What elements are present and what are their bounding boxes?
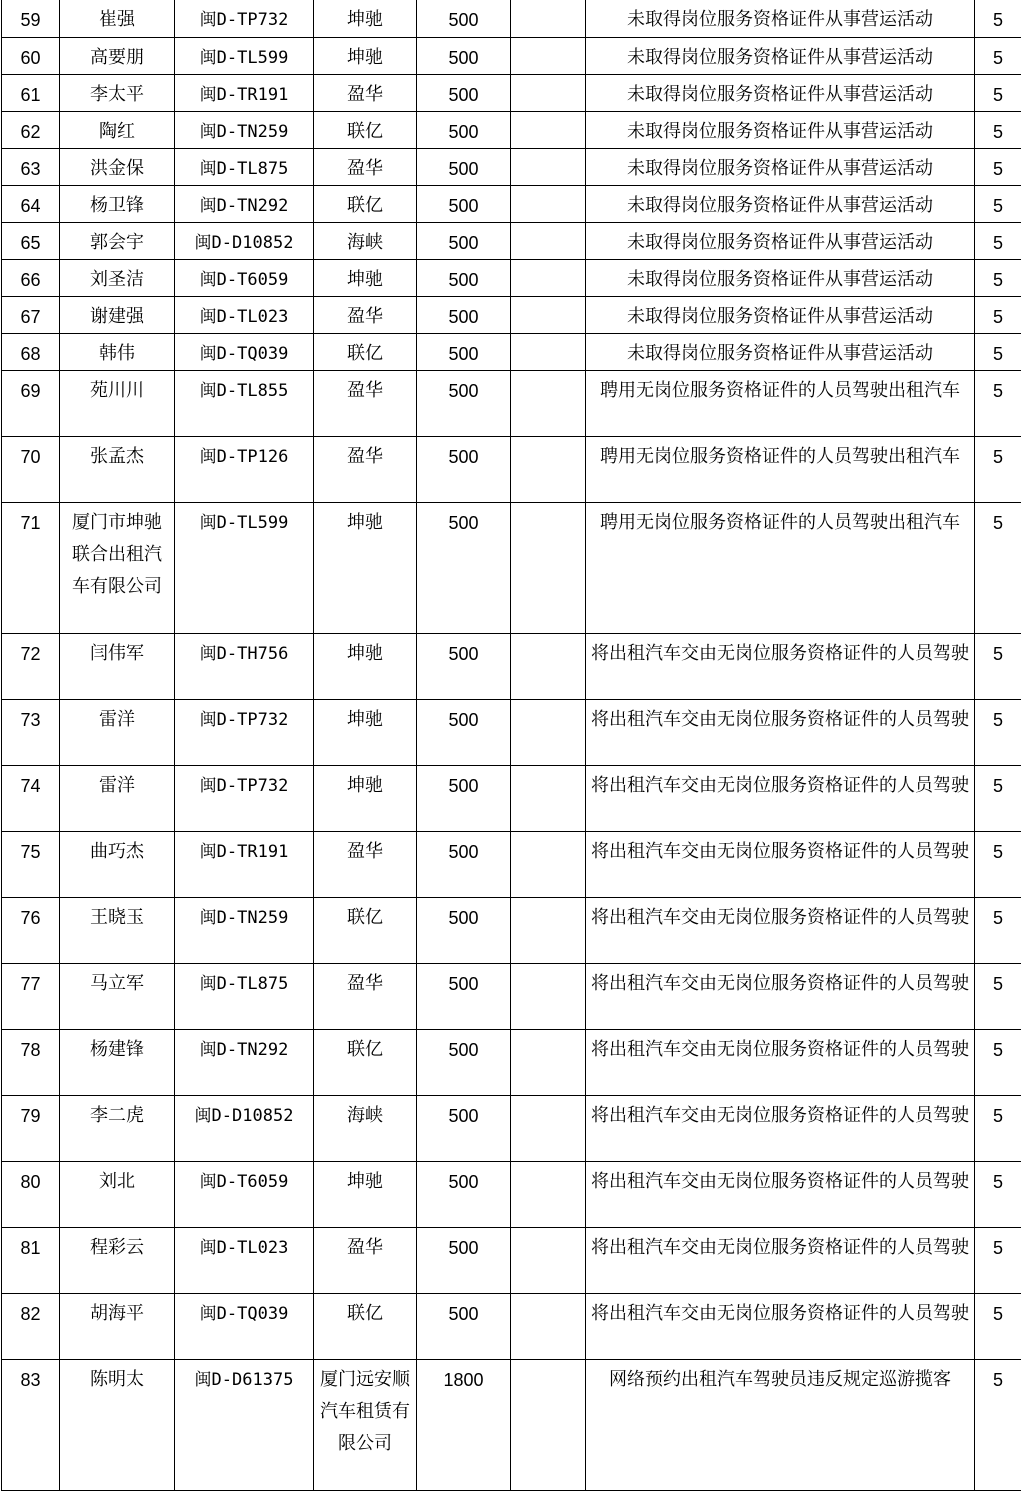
- table-row: [2, 633, 1021, 699]
- taxi-company: 联亿: [314, 185, 417, 222]
- violation-reason: 未取得岗位服务资格证件从事营运活动: [586, 185, 975, 222]
- taxi-company: 盈华: [314, 831, 417, 897]
- penalty-points: 5: [975, 37, 1021, 74]
- row-number: 68: [2, 333, 60, 370]
- penalty-points: 5: [975, 222, 1021, 259]
- plate-number: 闽D-TL855: [175, 370, 314, 436]
- taxi-company: 坤驰: [314, 633, 417, 699]
- violation-reason: 未取得岗位服务资格证件从事营运活动: [586, 333, 975, 370]
- table-row: [2, 1293, 1021, 1359]
- party-name: 王晓玉: [60, 897, 175, 963]
- plate-number: 闽D-D61375: [175, 1359, 314, 1490]
- violation-reason: 将出租汽车交由无岗位服务资格证件的人员驾驶: [586, 1227, 975, 1293]
- fine-amount: 500: [417, 333, 511, 370]
- blank-cell: [511, 259, 586, 296]
- penalty-points: 5: [975, 897, 1021, 963]
- plate-number: 闽D-D10852: [175, 1095, 314, 1161]
- fine-amount: 500: [417, 1029, 511, 1095]
- blank-cell: [511, 963, 586, 1029]
- party-name: 苑川川: [60, 370, 175, 436]
- fine-amount: 500: [417, 963, 511, 1029]
- plate-number: 闽D-TP732: [175, 0, 314, 37]
- fine-amount: 1800: [417, 1359, 511, 1490]
- plate-number: 闽D-T6059: [175, 1161, 314, 1227]
- fine-amount: 500: [417, 1293, 511, 1359]
- table-row: [2, 502, 1021, 633]
- party-name: 崔强: [60, 0, 175, 37]
- row-number: 64: [2, 185, 60, 222]
- row-number: 72: [2, 633, 60, 699]
- plate-number: 闽D-TR191: [175, 74, 314, 111]
- fine-amount: 500: [417, 633, 511, 699]
- row-number: 83: [2, 1359, 60, 1490]
- penalty-points: 5: [975, 699, 1021, 765]
- party-name: 胡海平: [60, 1293, 175, 1359]
- violation-reason: 将出租汽车交由无岗位服务资格证件的人员驾驶: [586, 1161, 975, 1227]
- row-number: 78: [2, 1029, 60, 1095]
- party-name: 谢建强: [60, 296, 175, 333]
- violation-reason: 将出租汽车交由无岗位服务资格证件的人员驾驶: [586, 897, 975, 963]
- party-name: 雷洋: [60, 699, 175, 765]
- table-row: [2, 1161, 1021, 1227]
- violation-reason: 聘用无岗位服务资格证件的人员驾驶出租汽车: [586, 502, 975, 633]
- violation-reason: 将出租汽车交由无岗位服务资格证件的人员驾驶: [586, 1293, 975, 1359]
- fine-amount: 500: [417, 370, 511, 436]
- party-name: 闫伟军: [60, 633, 175, 699]
- taxi-company: 联亿: [314, 333, 417, 370]
- penalty-points: 5: [975, 296, 1021, 333]
- party-name: 曲巧杰: [60, 831, 175, 897]
- taxi-company: 联亿: [314, 1293, 417, 1359]
- taxi-company: 联亿: [314, 111, 417, 148]
- violation-reason: 将出租汽车交由无岗位服务资格证件的人员驾驶: [586, 831, 975, 897]
- plate-number: 闽D-TL023: [175, 296, 314, 333]
- penalty-points: 5: [975, 1293, 1021, 1359]
- penalty-points: 5: [975, 185, 1021, 222]
- plate-number: 闽D-D10852: [175, 222, 314, 259]
- blank-cell: [511, 1029, 586, 1095]
- table-row: [2, 370, 1021, 436]
- penalty-points: 5: [975, 765, 1021, 831]
- row-number: 63: [2, 148, 60, 185]
- penalty-points: 5: [975, 831, 1021, 897]
- blank-cell: [511, 222, 586, 259]
- row-number: 67: [2, 296, 60, 333]
- plate-number: 闽D-TH756: [175, 633, 314, 699]
- blank-cell: [511, 185, 586, 222]
- blank-cell: [511, 1095, 586, 1161]
- row-number: 71: [2, 502, 60, 633]
- penalty-points: 5: [975, 148, 1021, 185]
- table-row: [2, 74, 1021, 111]
- blank-cell: [511, 831, 586, 897]
- blank-cell: [511, 296, 586, 333]
- penalty-points: 5: [975, 259, 1021, 296]
- penalty-points: 5: [975, 0, 1021, 37]
- taxi-company: 坤驰: [314, 502, 417, 633]
- taxi-company: 坤驰: [314, 259, 417, 296]
- party-name: 雷洋: [60, 765, 175, 831]
- penalty-points: 5: [975, 963, 1021, 1029]
- table-row: [2, 1029, 1021, 1095]
- party-name: 洪金保: [60, 148, 175, 185]
- plate-number: 闽D-TP732: [175, 699, 314, 765]
- table-body: [2, 0, 1021, 1490]
- party-name: 程彩云: [60, 1227, 175, 1293]
- party-name: 杨建锋: [60, 1029, 175, 1095]
- taxi-company: 坤驰: [314, 699, 417, 765]
- plate-number: 闽D-TL599: [175, 502, 314, 633]
- penalty-points: 5: [975, 436, 1021, 502]
- violation-reason: 未取得岗位服务资格证件从事营运活动: [586, 111, 975, 148]
- fine-amount: 500: [417, 897, 511, 963]
- blank-cell: [511, 1227, 586, 1293]
- fine-amount: 500: [417, 831, 511, 897]
- penalty-points: 5: [975, 111, 1021, 148]
- fine-amount: 500: [417, 74, 511, 111]
- row-number: 70: [2, 436, 60, 502]
- fine-amount: 500: [417, 1095, 511, 1161]
- fine-amount: 500: [417, 1161, 511, 1227]
- violation-reason: 将出租汽车交由无岗位服务资格证件的人员驾驶: [586, 699, 975, 765]
- taxi-company: 海峡: [314, 222, 417, 259]
- plate-number: 闽D-TN259: [175, 111, 314, 148]
- row-number: 80: [2, 1161, 60, 1227]
- blank-cell: [511, 1359, 586, 1490]
- row-number: 69: [2, 370, 60, 436]
- party-name: 韩伟: [60, 333, 175, 370]
- fine-amount: 500: [417, 37, 511, 74]
- table-row: [2, 699, 1021, 765]
- penalty-points: 5: [975, 1095, 1021, 1161]
- taxi-company: 联亿: [314, 1029, 417, 1095]
- fine-amount: 500: [417, 699, 511, 765]
- taxi-company: 厦门远安顺汽车租赁有限公司: [314, 1359, 417, 1490]
- table-row: [2, 185, 1021, 222]
- row-number: 76: [2, 897, 60, 963]
- table-row: [2, 765, 1021, 831]
- party-name: 马立军: [60, 963, 175, 1029]
- taxi-company: 盈华: [314, 436, 417, 502]
- taxi-company: 坤驰: [314, 37, 417, 74]
- taxi-company: 盈华: [314, 74, 417, 111]
- taxi-company: 盈华: [314, 370, 417, 436]
- violation-reason: 网络预约出租汽车驾驶员违反规定巡游揽客: [586, 1359, 975, 1490]
- taxi-company: 盈华: [314, 963, 417, 1029]
- violation-reason: 未取得岗位服务资格证件从事营运活动: [586, 74, 975, 111]
- violation-reason: 将出租汽车交由无岗位服务资格证件的人员驾驶: [586, 963, 975, 1029]
- violation-reason: 将出租汽车交由无岗位服务资格证件的人员驾驶: [586, 1095, 975, 1161]
- violation-reason: 未取得岗位服务资格证件从事营运活动: [586, 222, 975, 259]
- penalty-points: 5: [975, 74, 1021, 111]
- blank-cell: [511, 148, 586, 185]
- plate-number: 闽D-TL599: [175, 37, 314, 74]
- party-name: 郭会宇: [60, 222, 175, 259]
- penalty-points: 5: [975, 633, 1021, 699]
- fine-amount: 500: [417, 1227, 511, 1293]
- table-row: [2, 222, 1021, 259]
- violation-reason: 聘用无岗位服务资格证件的人员驾驶出租汽车: [586, 436, 975, 502]
- row-number: 74: [2, 765, 60, 831]
- table-row: [2, 1095, 1021, 1161]
- taxi-company: 坤驰: [314, 765, 417, 831]
- blank-cell: [511, 37, 586, 74]
- plate-number: 闽D-TQ039: [175, 1293, 314, 1359]
- penalty-points: 5: [975, 333, 1021, 370]
- row-number: 59: [2, 0, 60, 37]
- taxi-company: 坤驰: [314, 0, 417, 37]
- table-row: [2, 333, 1021, 370]
- fine-amount: 500: [417, 436, 511, 502]
- fine-amount: 500: [417, 148, 511, 185]
- violation-reason: 未取得岗位服务资格证件从事营运活动: [586, 37, 975, 74]
- plate-number: 闽D-TR191: [175, 831, 314, 897]
- blank-cell: [511, 633, 586, 699]
- party-name: 杨卫锋: [60, 185, 175, 222]
- blank-cell: [511, 1161, 586, 1227]
- fine-amount: 500: [417, 0, 511, 37]
- violation-reason: 未取得岗位服务资格证件从事营运活动: [586, 259, 975, 296]
- row-number: 61: [2, 74, 60, 111]
- fine-amount: 500: [417, 111, 511, 148]
- penalty-points: 5: [975, 1227, 1021, 1293]
- party-name: 高要朋: [60, 37, 175, 74]
- party-name: 厦门市坤驰联合出租汽车有限公司: [60, 502, 175, 633]
- penalty-points: 5: [975, 502, 1021, 633]
- taxi-company: 盈华: [314, 296, 417, 333]
- violation-reason: 将出租汽车交由无岗位服务资格证件的人员驾驶: [586, 765, 975, 831]
- plate-number: 闽D-TN292: [175, 1029, 314, 1095]
- taxi-company: 海峡: [314, 1095, 417, 1161]
- blank-cell: [511, 74, 586, 111]
- fine-amount: 500: [417, 296, 511, 333]
- blank-cell: [511, 1293, 586, 1359]
- table-row: [2, 37, 1021, 74]
- plate-number: 闽D-TQ039: [175, 333, 314, 370]
- party-name: 刘圣洁: [60, 259, 175, 296]
- plate-number: 闽D-TN259: [175, 897, 314, 963]
- fine-amount: 500: [417, 185, 511, 222]
- blank-cell: [511, 111, 586, 148]
- blank-cell: [511, 699, 586, 765]
- blank-cell: [511, 502, 586, 633]
- row-number: 82: [2, 1293, 60, 1359]
- row-number: 77: [2, 963, 60, 1029]
- plate-number: 闽D-TL023: [175, 1227, 314, 1293]
- fine-amount: 500: [417, 222, 511, 259]
- table-row: [2, 1227, 1021, 1293]
- plate-number: 闽D-TP732: [175, 765, 314, 831]
- violation-reason: 未取得岗位服务资格证件从事营运活动: [586, 0, 975, 37]
- table-row: [2, 0, 1021, 37]
- violation-reason: 聘用无岗位服务资格证件的人员驾驶出租汽车: [586, 370, 975, 436]
- violation-reason: 未取得岗位服务资格证件从事营运活动: [586, 148, 975, 185]
- party-name: 陶红: [60, 111, 175, 148]
- party-name: 刘北: [60, 1161, 175, 1227]
- table-row: [2, 963, 1021, 1029]
- taxi-company: 坤驰: [314, 1161, 417, 1227]
- row-number: 65: [2, 222, 60, 259]
- table-row: [2, 831, 1021, 897]
- party-name: 李太平: [60, 74, 175, 111]
- party-name: 李二虎: [60, 1095, 175, 1161]
- plate-number: 闽D-TL875: [175, 963, 314, 1029]
- table-row: [2, 436, 1021, 502]
- penalty-points: 5: [975, 1359, 1021, 1490]
- violation-reason: 将出租汽车交由无岗位服务资格证件的人员驾驶: [586, 1029, 975, 1095]
- row-number: 75: [2, 831, 60, 897]
- fine-amount: 500: [417, 502, 511, 633]
- blank-cell: [511, 370, 586, 436]
- row-number: 79: [2, 1095, 60, 1161]
- row-number: 81: [2, 1227, 60, 1293]
- table-row: [2, 148, 1021, 185]
- blank-cell: [511, 436, 586, 502]
- penalty-records-table: [1, 0, 1021, 1491]
- table-row: [2, 1359, 1021, 1490]
- table-row: [2, 296, 1021, 333]
- row-number: 60: [2, 37, 60, 74]
- blank-cell: [511, 765, 586, 831]
- row-number: 62: [2, 111, 60, 148]
- penalty-points: 5: [975, 1029, 1021, 1095]
- party-name: 张孟杰: [60, 436, 175, 502]
- table-row: [2, 111, 1021, 148]
- plate-number: 闽D-T6059: [175, 259, 314, 296]
- violation-reason: 未取得岗位服务资格证件从事营运活动: [586, 296, 975, 333]
- taxi-company: 盈华: [314, 1227, 417, 1293]
- blank-cell: [511, 333, 586, 370]
- blank-cell: [511, 0, 586, 37]
- blank-cell: [511, 897, 586, 963]
- table-row: [2, 259, 1021, 296]
- row-number: 73: [2, 699, 60, 765]
- violation-reason: 将出租汽车交由无岗位服务资格证件的人员驾驶: [586, 633, 975, 699]
- fine-amount: 500: [417, 259, 511, 296]
- row-number: 66: [2, 259, 60, 296]
- taxi-company: 联亿: [314, 897, 417, 963]
- penalty-points: 5: [975, 370, 1021, 436]
- party-name: 陈明太: [60, 1359, 175, 1490]
- plate-number: 闽D-TN292: [175, 185, 314, 222]
- table-row: [2, 897, 1021, 963]
- taxi-company: 盈华: [314, 148, 417, 185]
- fine-amount: 500: [417, 765, 511, 831]
- penalty-points: 5: [975, 1161, 1021, 1227]
- plate-number: 闽D-TL875: [175, 148, 314, 185]
- plate-number: 闽D-TP126: [175, 436, 314, 502]
